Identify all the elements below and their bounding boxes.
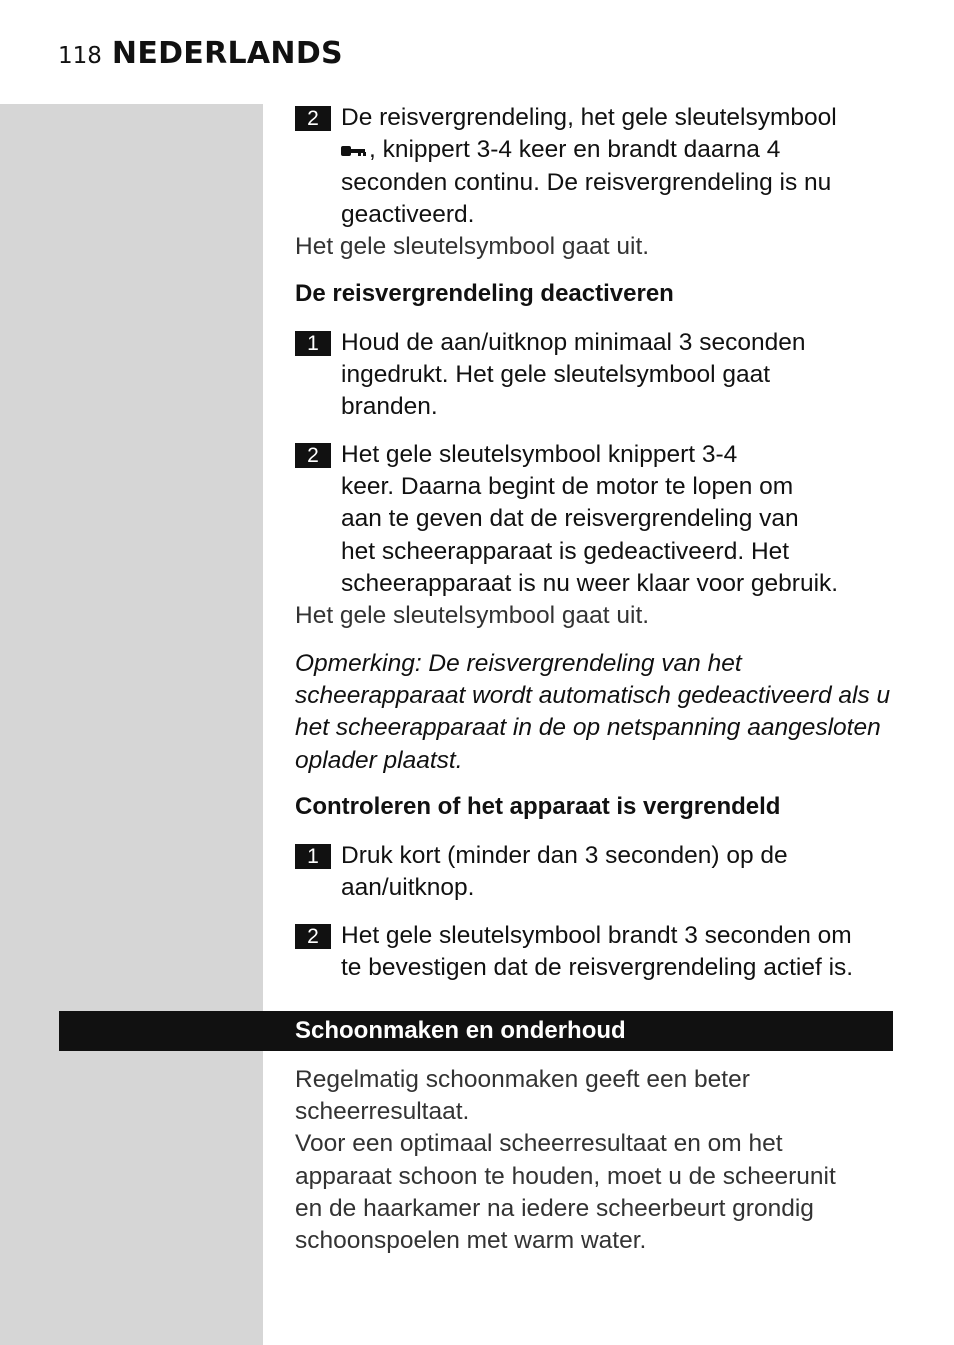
note-line: oplader plaatst. [295, 746, 463, 774]
step-line: keer. Daarna begint de motor te lopen om [341, 473, 794, 501]
page-header [58, 36, 343, 71]
paragraph-line: scheerresultaat. [295, 1098, 470, 1126]
paragraph-line: Regelmatig schoonmaken geeft een beter [295, 1066, 750, 1093]
step-line: seconden continu. De reisvergrendeling is nu [341, 168, 832, 196]
margin-column [0, 104, 263, 1345]
check-step-2 [295, 920, 895, 984]
section-title: Schoonmaken en onderhoud [295, 1017, 626, 1044]
check-step-1 [295, 840, 895, 904]
paragraph-line: Voor een optimaal scheerresultaat en om het [295, 1130, 783, 1158]
paragraph-line: en de haarkamer na iedere scheerbeurt grondig [295, 1194, 814, 1222]
step-number: 2 [295, 106, 331, 131]
activation-step-2 [295, 102, 895, 231]
step-line: De reisvergrendeling, het gele sleutelsymbool [341, 104, 837, 131]
deactivate-step-1 [295, 327, 895, 424]
step-result: Het gele sleutelsymbool gaat uit. [295, 602, 650, 630]
paragraph-line: apparaat schoon te houden, moet u de scheerunit [295, 1162, 836, 1190]
page-number: 118 [58, 43, 102, 69]
step-line: Het gele sleutelsymbool knippert 3-4 [341, 441, 738, 468]
step-line-text: , knippert 3-4 keer en brandt daarna 4 [369, 136, 781, 164]
step-line: scheerapparaat is nu weer klaar voor gebruik. [341, 569, 839, 597]
key-icon [341, 135, 369, 167]
note-paragraph [295, 648, 895, 777]
section-header-bar [59, 1011, 893, 1051]
step-number: 1 [295, 331, 331, 356]
step-line: geactiveerd. [341, 201, 475, 229]
note-line: Opmerking: De reisvergrendeling van het [295, 650, 742, 677]
step-line: aan/uitknop. [341, 874, 475, 902]
note-line: scheerapparaat wordt automatisch gedeactiveerd als u [295, 682, 891, 710]
step-line: aan te geven dat de reisvergrendeling van [341, 505, 799, 533]
deactivate-step-2 [295, 439, 895, 632]
step-line: het scheerapparaat is gedeactiveerd. Het [341, 537, 790, 565]
step-number: 2 [295, 924, 331, 949]
activation-step-block [295, 102, 895, 263]
step-line: ingedrukt. Het gele sleutelsymbool gaat [341, 361, 771, 389]
language-title: NEDERLANDS [111, 36, 343, 71]
note-line: het scheerapparaat in de op netspanning aangesloten [295, 714, 881, 742]
step-line: te bevestigen dat de reisvergrendeling actief is. [341, 954, 854, 982]
step-line: branden. [341, 393, 438, 421]
step-line: Het gele sleutelsymbool brandt 3 seconden om [341, 922, 852, 949]
step-line: Druk kort (minder dan 3 seconden) op de [341, 842, 788, 869]
step-result: Het gele sleutelsymbool gaat uit. [295, 233, 650, 261]
paragraph-line: schoonspoelen met warm water. [295, 1227, 647, 1255]
step-number: 1 [295, 844, 331, 869]
cleaning-paragraph [295, 1064, 895, 1257]
step-line: Houd de aan/uitknop minimaal 3 seconden [341, 329, 806, 356]
check-heading: Controleren of het apparaat is vergrendeld [295, 793, 781, 820]
step-number: 2 [295, 443, 331, 468]
step-line [341, 134, 895, 167]
deactivate-heading: De reisvergrendeling deactiveren [295, 280, 674, 307]
